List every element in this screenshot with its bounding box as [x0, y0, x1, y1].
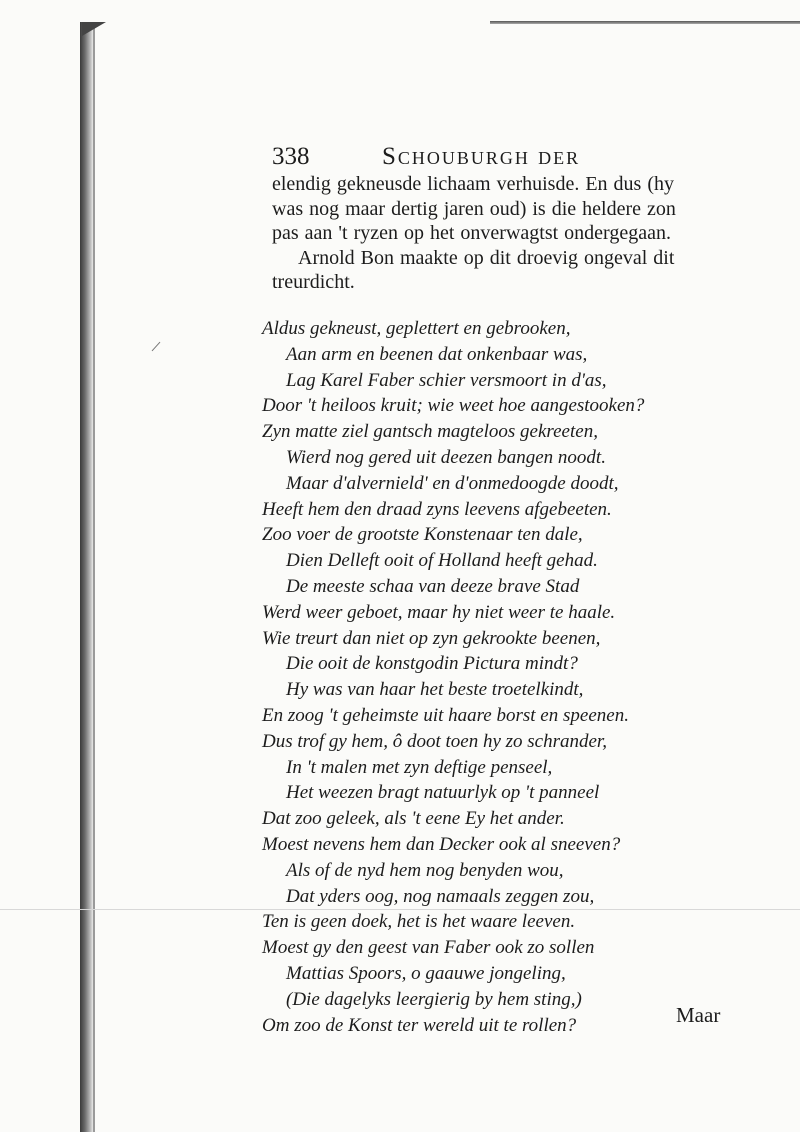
verse-line: Werd weer geboet, maar hy niet weer te haale. — [262, 601, 616, 623]
verse-line: Door 't heiloos kruit; wie weet hoe aangestooken? — [262, 395, 645, 417]
prose-line: pas aan 't ryzen op het onverwagtst ondergegaan. — [272, 222, 671, 244]
page-corner — [82, 22, 106, 36]
verse-line: Heeft hem den draad zyns leevens afgebeeten. — [262, 498, 612, 520]
prose-line: elendig gekneusde lichaam verhuisde. En dus (hy — [272, 173, 674, 195]
binding-edge — [93, 22, 95, 1132]
verse-line: Maar d'alvernield' en d'onmedoogde doodt, — [286, 472, 619, 494]
binding-shadow — [80, 22, 94, 1132]
catchword: Maar — [676, 1003, 721, 1027]
prose-line: was nog maar dertig jaren oud) is die heldere zon — [272, 197, 676, 220]
verse-line: Dien Delleft ooit of Holland heeft gehad. — [286, 550, 598, 572]
verse-line: Lag Karel Faber schier versmoort in d'as, — [286, 369, 607, 391]
verse-line: Hy was van haar het beste troetelkindt, — [286, 679, 584, 701]
verse-line: De meeste schaa van deeze brave Stad — [286, 575, 580, 597]
verse-line: Ten is geen doek, het is het waare leeven. — [262, 911, 576, 933]
verse-line: (Die dagelyks leergierig by hem sting,) — [286, 988, 582, 1010]
prose-line: Arnold Bon maakte op dit droevig ongeval dit — [298, 246, 675, 269]
verse-line: Dus trof gy hem, ô doot toen hy zo schrander, — [262, 730, 607, 752]
verse-line: Aldus gekneust, geplettert en gebrooken, — [262, 318, 571, 339]
verse-line: Als of de nyd hem nog benyden wou, — [286, 859, 564, 881]
prose-line: treurdicht. — [272, 271, 355, 293]
page-number: 338 — [272, 143, 310, 170]
verse-line: Om zoo de Konst ter wereld uit te rollen? — [262, 1014, 577, 1036]
verse-line: Zyn matte ziel gantsch magteloos gekreeten, — [262, 421, 598, 443]
verse-line: Wierd nog gered uit deezen bangen noodt. — [286, 446, 606, 468]
verse-line: Moest gy den geest van Faber ook zo sollen — [262, 937, 595, 959]
stray-mark — [152, 342, 161, 352]
verse-line: In 't malen met zyn deftige penseel, — [286, 756, 553, 778]
poem-block — [262, 316, 732, 1038]
running-title: Schouburgh der — [382, 143, 581, 170]
verse-line: En zoog 't geheimste uit haare borst en speenen. — [262, 704, 629, 726]
verse-line: Die ooit de konstgodin Pictura mindt? — [286, 653, 578, 675]
verse-line: Aan arm en beenen dat onkenbaar was, — [286, 343, 588, 365]
verse-line: Moest nevens hem dan Decker ook al sneeven? — [262, 833, 621, 855]
verse-line: Dat yders oog, nog namaals zeggen zou, — [286, 885, 595, 907]
verse-line: Zoo voer de grootste Konstenaar ten dale, — [262, 524, 583, 546]
page-top-edge — [490, 21, 800, 24]
verse-line: Het weezen bragt natuurlyk op 't panneel — [286, 782, 600, 804]
verse-line: Wie treurt dan niet op zyn gekrookte beenen, — [262, 627, 601, 649]
verse-line: Mattias Spoors, o gaauwe jongeling, — [286, 962, 566, 984]
verse-line: Dat zoo geleek, als 't eene Ey het ander. — [262, 808, 565, 830]
prose-block — [272, 172, 762, 295]
